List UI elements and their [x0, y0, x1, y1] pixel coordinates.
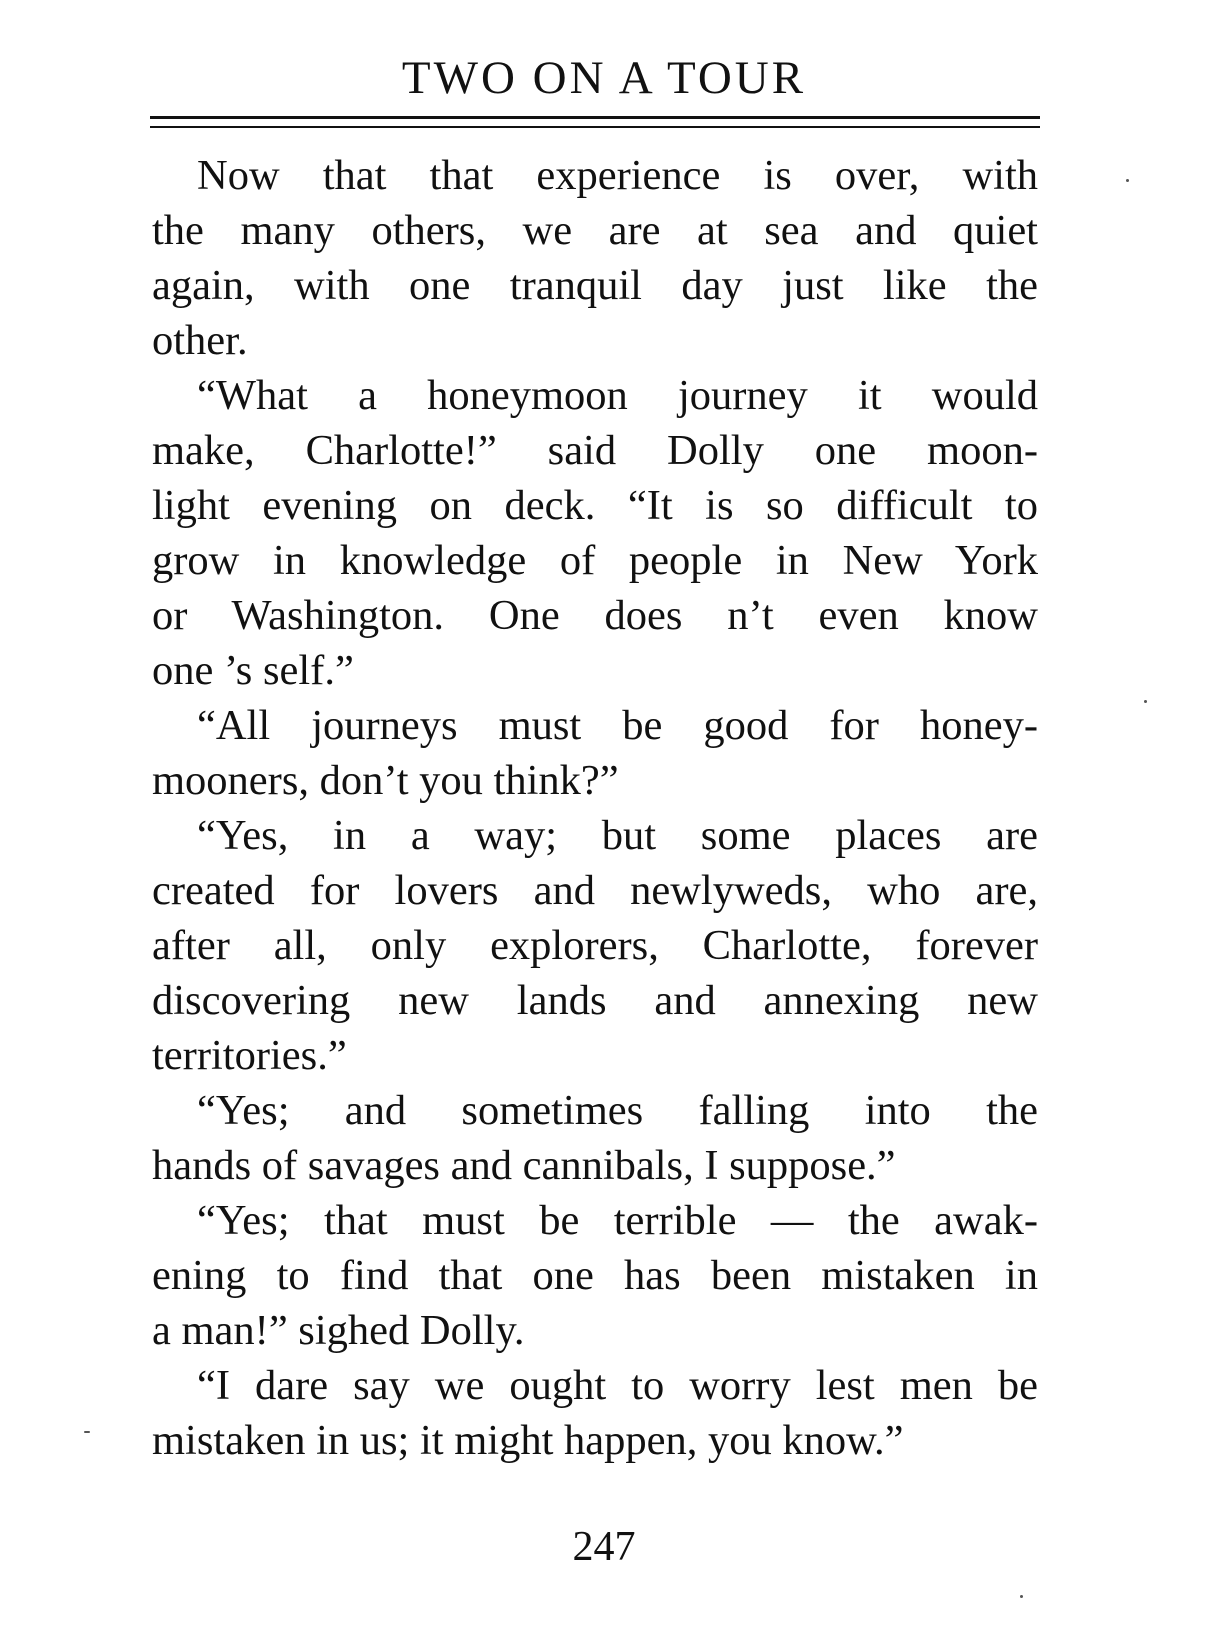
text-line: make, Charlotte!” said Dolly one moon-: [152, 427, 1038, 474]
text-line: mistaken in us; it might happen, you know.”: [152, 1417, 904, 1464]
body-text: [152, 148, 1038, 1468]
text-line: “What a honeymoon journey it would: [197, 372, 1038, 419]
text-line: territories.”: [152, 1032, 347, 1079]
text-line: other.: [152, 317, 248, 364]
text-line: one ’s self.”: [152, 647, 354, 694]
paragraph: [152, 1083, 1038, 1193]
text-line: created for lovers and newlyweds, who are,: [152, 867, 1038, 914]
text-line: mooners, don’t you think?”: [152, 757, 619, 804]
page-number: 247: [572, 1524, 636, 1570]
text-line: or Washington. One does n’t even know: [152, 592, 1038, 639]
text-line: “All journeys must be good for honey-: [197, 702, 1038, 749]
paragraph: [152, 1358, 1038, 1468]
text-line: “Yes; that must be terrible — the awak-: [197, 1197, 1038, 1244]
text-line: discovering new lands and annexing new: [152, 977, 1038, 1024]
text-line: the many others, we are at sea and quiet: [152, 207, 1038, 254]
text-line: “Yes; and sometimes falling into the: [197, 1087, 1038, 1134]
text-line: “I dare say we ought to worry lest men be: [197, 1362, 1038, 1409]
paragraph: [152, 808, 1038, 1083]
running-title: TWO ON A TOUR: [401, 52, 807, 104]
text-line: grow in knowledge of people in New York: [152, 537, 1038, 584]
text-line: ening to find that one has been mistaken in: [152, 1252, 1038, 1299]
text-line: hands of savages and cannibals, I suppose.”: [152, 1142, 896, 1189]
text-line: Now that that experience is over, with: [197, 152, 1038, 199]
scan-speck: [84, 1431, 90, 1433]
paragraph: [152, 148, 1038, 368]
paragraph: [152, 698, 1038, 808]
paragraph: [152, 368, 1038, 698]
text-line: light evening on deck. “It is so difficult to: [152, 482, 1038, 529]
text-line: after all, only explorers, Charlotte, forever: [152, 922, 1038, 969]
scan-speck: [1126, 179, 1129, 182]
header-rule-thin: [150, 126, 1040, 128]
text-line: “Yes, in a way; but some places are: [197, 812, 1038, 859]
paragraph: [152, 1193, 1038, 1358]
text-line: again, with one tranquil day just like the: [152, 262, 1038, 309]
text-line: a man!” sighed Dolly.: [152, 1307, 525, 1354]
scan-speck: [1020, 1595, 1023, 1598]
header-rule-thick: [150, 116, 1040, 119]
scan-speck: [1144, 700, 1147, 703]
